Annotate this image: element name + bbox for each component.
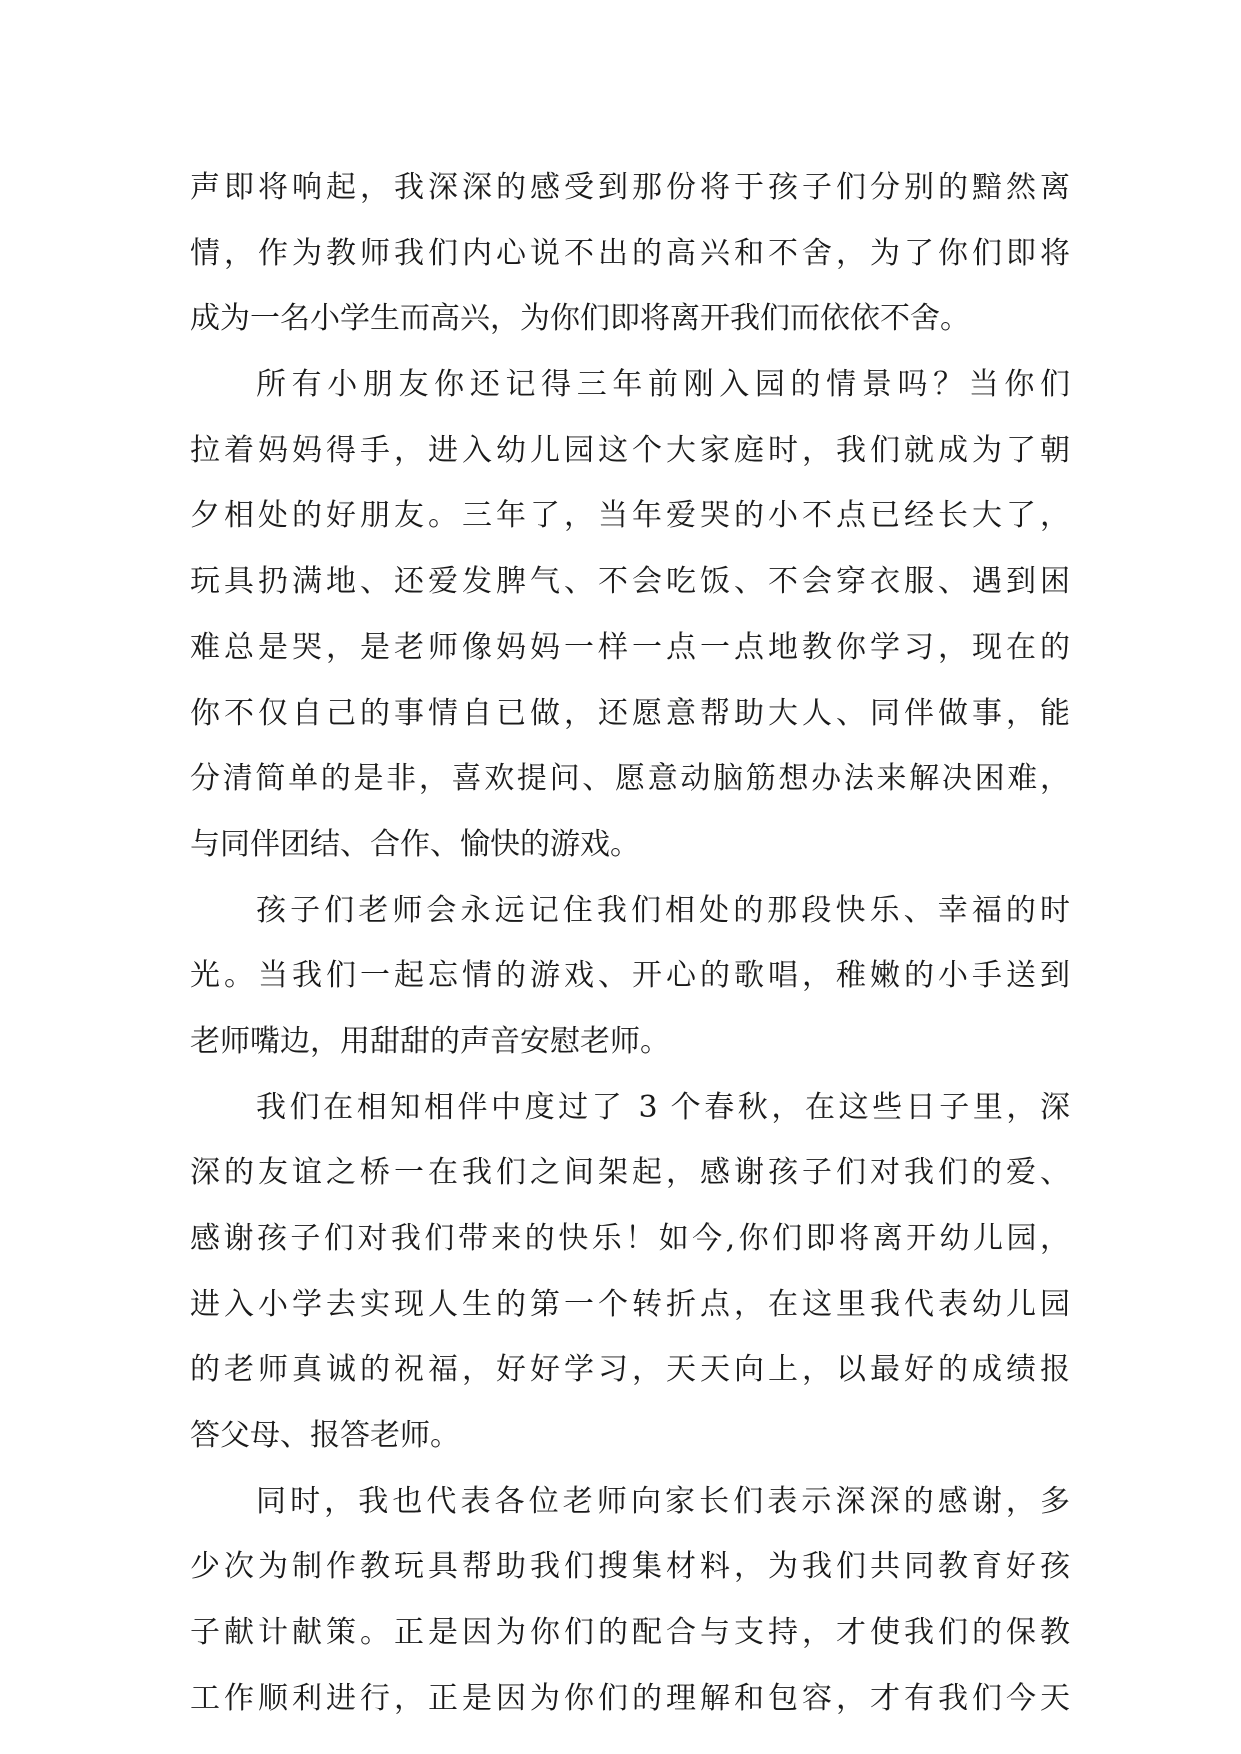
paragraph-4-line-4: 进入小学去实现人生的第一个转折点，在这里我代表幼儿园: [190, 1286, 1070, 1322]
paragraph-2-line-2: 拉着妈妈得手，进入幼儿园这个大家庭时，我们就成为了朝: [190, 432, 1070, 468]
paragraph-3-line-2: 光。当我们一起忘情的游戏、开心的歌唱，稚嫩的小手送到: [190, 958, 1070, 994]
paragraph-4-line-2: 深的友谊之桥一在我们之间架起，感谢孩子们对我们的爱、: [190, 1155, 1070, 1191]
paragraph-1-line-3: 成为一名小学生而高兴，为你们即将离开我们而依依不舍。: [190, 301, 970, 337]
paragraph-2-line-5: 难总是哭，是老师像妈妈一样一点一点地教你学习，现在的: [190, 629, 1070, 665]
paragraph-2-line-7: 分清简单的是非，喜欢提问、愿意动脑筋想办法来解决困难，: [190, 761, 1070, 797]
paragraph-4-line-6: 答父母、报答老师。: [190, 1418, 460, 1454]
paragraph-5-line-3: 子献计献策。正是因为你们的配合与支持，才使我们的保教: [190, 1615, 1070, 1651]
paragraph-1-line-2: 情，作为教师我们内心说不出的高兴和不舍，为了你们即将: [190, 235, 1070, 271]
paragraph-2-line-4: 玩具扔满地、还爱发脾气、不会吃饭、不会穿衣服、遇到困: [190, 564, 1070, 600]
paragraph-1-line-1: 声即将响起，我深深的感受到那份将于孩子们分别的黯然离: [190, 170, 1070, 205]
paragraph-3-line-1: 孩子们老师会永远记住我们相处的那段快乐、幸福的时: [256, 892, 1070, 928]
document-body: [190, 155, 1070, 1732]
paragraph-5-line-2: 少次为制作教玩具帮助我们搜集材料，为我们共同教育好孩: [190, 1549, 1070, 1585]
paragraph-5-line-1: 同时，我也代表各位老师向家长们表示深深的感谢，多: [256, 1483, 1070, 1519]
paragraph-4-line-1: 我们在相知相伴中度过了 3 个春秋，在这些日子里，深: [256, 1089, 1070, 1125]
paragraph-2-line-8: 与同伴团结、合作、愉快的游戏。: [190, 826, 640, 862]
paragraph-2-line-1: 所有小朋友你还记得三年前刚入园的情景吗？当你们: [256, 367, 1070, 403]
paragraph-5-line-4: 工作顺利进行，正是因为你们的理解和包容，才有我们今天: [190, 1680, 1070, 1716]
paragraph-3-line-3: 老师嘴边，用甜甜的声音安慰老师。: [190, 1023, 670, 1059]
paragraph-4-line-3: 感谢孩子们对我们带来的快乐！如今,你们即将离开幼儿园，: [190, 1221, 1070, 1256]
paragraph-2-line-6: 你不仅自己的事情自已做，还愿意帮助大人、同伴做事，能: [190, 695, 1070, 731]
paragraph-2-line-3: 夕相处的好朋友。三年了，当年爱哭的小不点已经长大了，: [190, 498, 1070, 534]
paragraph-4-line-5: 的老师真诚的祝福，好好学习，天天向上，以最好的成绩报: [190, 1352, 1070, 1388]
